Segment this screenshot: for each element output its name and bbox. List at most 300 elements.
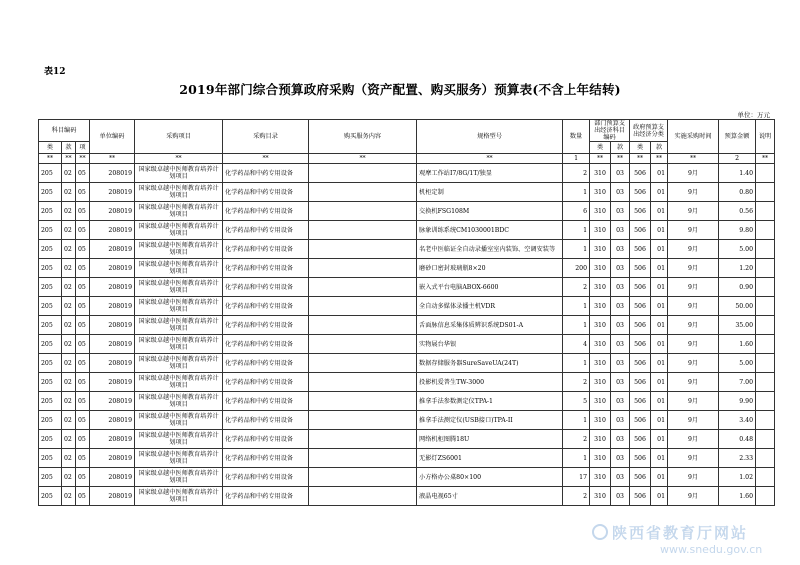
- cell-qty: 17: [563, 468, 590, 487]
- cell-d2: 03: [611, 392, 630, 411]
- cell-g2: 01: [651, 411, 668, 430]
- cell-spec: 数据存储服务器SureSaveUA(24T): [417, 354, 563, 373]
- cell-service: [309, 240, 417, 259]
- table-row: [39, 373, 775, 392]
- gov-lei-header: 类: [630, 142, 651, 154]
- cell-catalog: 化学药品和中药专用设备: [223, 259, 309, 278]
- cell-xiang: 05: [76, 411, 90, 430]
- cell-note: [756, 373, 775, 392]
- cell-note: [756, 259, 775, 278]
- cell-service: [309, 373, 417, 392]
- marker-row: [39, 154, 775, 164]
- cell-g2: 01: [651, 354, 668, 373]
- cell-qty: 1: [563, 354, 590, 373]
- cell-catalog: 化学药品和中药专用设备: [223, 487, 309, 506]
- cell-spec: 投影机爱普生TW-3000: [417, 373, 563, 392]
- cell-qty: 2: [563, 278, 590, 297]
- cell-xiang: 05: [76, 468, 90, 487]
- cell-g1: 506: [630, 297, 651, 316]
- budget-table: [38, 119, 775, 506]
- cell-g1: 506: [630, 278, 651, 297]
- marker-cell: **: [223, 154, 309, 164]
- cell-g2: 01: [651, 183, 668, 202]
- cell-kuan: 02: [62, 392, 76, 411]
- gov-econ-header: 政府预算支出经济分类: [630, 120, 668, 142]
- cell-d2: 03: [611, 373, 630, 392]
- cell-kuan: 02: [62, 183, 76, 202]
- cell-d1: 310: [590, 221, 611, 240]
- cell-amount: 35.00: [719, 316, 756, 335]
- cell-kuan: 02: [62, 221, 76, 240]
- cell-unit: 208019: [90, 411, 135, 430]
- cell-spec: 推拿手法参数测定仪TPA-1: [417, 392, 563, 411]
- cell-kuan: 02: [62, 316, 76, 335]
- cell-time: 9月: [668, 183, 719, 202]
- cell-lei: 205: [39, 259, 62, 278]
- cell-time: 9月: [668, 392, 719, 411]
- marker-cell: **: [309, 154, 417, 164]
- cell-qty: 4: [563, 335, 590, 354]
- cell-g1: 506: [630, 240, 651, 259]
- cell-catalog: 化学药品和中药专用设备: [223, 373, 309, 392]
- lei-header: 类: [39, 142, 62, 154]
- cell-xiang: 05: [76, 221, 90, 240]
- marker-cell: **: [76, 154, 90, 164]
- cell-service: [309, 202, 417, 221]
- cell-kuan: 02: [62, 468, 76, 487]
- cell-time: 9月: [668, 487, 719, 506]
- table-row: [39, 240, 775, 259]
- cell-qty: 2: [563, 373, 590, 392]
- cell-project: 国家级卓越中医师教育培养计划项目: [135, 430, 223, 449]
- cell-spec: 嵌入式平台电脑ABOX-6600: [417, 278, 563, 297]
- table-row: [39, 278, 775, 297]
- cell-g2: 01: [651, 316, 668, 335]
- cell-d1: 310: [590, 202, 611, 221]
- cell-kuan: 02: [62, 373, 76, 392]
- cell-time: 9月: [668, 297, 719, 316]
- cell-time: 9月: [668, 278, 719, 297]
- cell-d1: 310: [590, 392, 611, 411]
- cell-kuan: 02: [62, 354, 76, 373]
- cell-xiang: 05: [76, 430, 90, 449]
- cell-d1: 310: [590, 278, 611, 297]
- cell-xiang: 05: [76, 183, 90, 202]
- cell-g1: 506: [630, 183, 651, 202]
- cell-note: [756, 468, 775, 487]
- table-row: [39, 259, 775, 278]
- cell-lei: 205: [39, 411, 62, 430]
- cell-qty: 1: [563, 183, 590, 202]
- cell-catalog: 化学药品和中药专用设备: [223, 411, 309, 430]
- cell-unit: 208019: [90, 164, 135, 183]
- quantity-header: 数量: [563, 120, 590, 154]
- cell-g2: 01: [651, 297, 668, 316]
- cell-time: 9月: [668, 259, 719, 278]
- marker-cell: **: [668, 154, 719, 164]
- cell-service: [309, 354, 417, 373]
- catalog-header: 采购目录: [223, 120, 309, 154]
- cell-qty: 1: [563, 240, 590, 259]
- cell-note: [756, 354, 775, 373]
- cell-d2: 03: [611, 430, 630, 449]
- cell-d2: 03: [611, 411, 630, 430]
- cell-kuan: 02: [62, 278, 76, 297]
- cell-project: 国家级卓越中医师教育培养计划项目: [135, 164, 223, 183]
- service-header: 购买服务内容: [309, 120, 417, 154]
- cell-note: [756, 335, 775, 354]
- project-header: 采购项目: [135, 120, 223, 154]
- cell-d2: 03: [611, 335, 630, 354]
- cell-d2: 03: [611, 278, 630, 297]
- amount-header: 预算金额: [719, 120, 756, 154]
- cell-d2: 03: [611, 202, 630, 221]
- cell-kuan: 02: [62, 164, 76, 183]
- cell-time: 9月: [668, 240, 719, 259]
- cell-lei: 205: [39, 164, 62, 183]
- cell-note: [756, 316, 775, 335]
- watermark-site-name: 陕西省教育厅网站: [612, 524, 749, 542]
- dept-econ-header: 部门预算支出经济科目编码: [590, 120, 630, 142]
- cell-kuan: 02: [62, 411, 76, 430]
- cell-project: 国家级卓越中医师教育培养计划项目: [135, 278, 223, 297]
- cell-g1: 506: [630, 259, 651, 278]
- cell-project: 国家级卓越中医师教育培养计划项目: [135, 297, 223, 316]
- cell-spec: 推拿手法测定仪(USB接口)TPA-II: [417, 411, 563, 430]
- cell-lei: 205: [39, 202, 62, 221]
- cell-spec: 全自动多媒体录播主机VDR: [417, 297, 563, 316]
- kuan-header: 款: [62, 142, 76, 154]
- cell-g1: 506: [630, 164, 651, 183]
- cell-qty: 1: [563, 221, 590, 240]
- cell-catalog: 化学药品和中药专用设备: [223, 221, 309, 240]
- cell-g2: 01: [651, 373, 668, 392]
- cell-xiang: 05: [76, 449, 90, 468]
- cell-qty: 200: [563, 259, 590, 278]
- cell-amount: 1.60: [719, 335, 756, 354]
- marker-cell: 2: [719, 154, 756, 164]
- unit-label: 单位：万元: [737, 111, 770, 119]
- cell-catalog: 化学药品和中药专用设备: [223, 316, 309, 335]
- cell-note: [756, 411, 775, 430]
- cell-kuan: 02: [62, 297, 76, 316]
- cell-project: 国家级卓越中医师教育培养计划项目: [135, 373, 223, 392]
- cell-kuan: 02: [62, 259, 76, 278]
- cell-note: [756, 221, 775, 240]
- time-header: 实施采购时间: [668, 120, 719, 154]
- cell-g2: 01: [651, 392, 668, 411]
- cell-g2: 01: [651, 449, 668, 468]
- cell-project: 国家级卓越中医师教育培养计划项目: [135, 202, 223, 221]
- cell-unit: 208019: [90, 297, 135, 316]
- cell-lei: 205: [39, 316, 62, 335]
- cell-note: [756, 297, 775, 316]
- cell-amount: 0.56: [719, 202, 756, 221]
- cell-service: [309, 259, 417, 278]
- cell-time: 9月: [668, 449, 719, 468]
- cell-service: [309, 221, 417, 240]
- cell-service: [309, 335, 417, 354]
- cell-service: [309, 487, 417, 506]
- cell-unit: 208019: [90, 354, 135, 373]
- table-row: [39, 411, 775, 430]
- table-row: [39, 468, 775, 487]
- cell-d1: 310: [590, 487, 611, 506]
- cell-qty: 2: [563, 164, 590, 183]
- cell-g1: 506: [630, 392, 651, 411]
- cell-unit: 208019: [90, 278, 135, 297]
- cell-note: [756, 202, 775, 221]
- header-row-1: [39, 120, 775, 142]
- cell-amount: 9.90: [719, 392, 756, 411]
- cell-qty: 1: [563, 316, 590, 335]
- cell-note: [756, 183, 775, 202]
- unit-code-header: 单位编码: [90, 120, 135, 154]
- cell-kuan: 02: [62, 202, 76, 221]
- cell-service: [309, 183, 417, 202]
- cell-d2: 03: [611, 354, 630, 373]
- marker-cell: **: [39, 154, 62, 164]
- cell-qty: 1: [563, 411, 590, 430]
- gov-kuan-header: 款: [651, 142, 668, 154]
- cell-time: 9月: [668, 373, 719, 392]
- cell-kuan: 02: [62, 487, 76, 506]
- cell-lei: 205: [39, 468, 62, 487]
- cell-spec: 名老中医临证全自动录播室室内装饰、空调安装等: [417, 240, 563, 259]
- cell-service: [309, 278, 417, 297]
- cell-unit: 208019: [90, 202, 135, 221]
- cell-g2: 01: [651, 487, 668, 506]
- cell-kuan: 02: [62, 449, 76, 468]
- cell-g1: 506: [630, 430, 651, 449]
- cell-service: [309, 468, 417, 487]
- cell-project: 国家级卓越中医师教育培养计划项目: [135, 259, 223, 278]
- cell-xiang: 05: [76, 354, 90, 373]
- cell-lei: 205: [39, 335, 62, 354]
- cell-qty: 5: [563, 392, 590, 411]
- cell-spec: 脉象训练系统CM1030001BDC: [417, 221, 563, 240]
- cell-lei: 205: [39, 430, 62, 449]
- cell-project: 国家级卓越中医师教育培养计划项目: [135, 449, 223, 468]
- cell-project: 国家级卓越中医师教育培养计划项目: [135, 221, 223, 240]
- dept-kuan-header: 款: [611, 142, 630, 154]
- cell-service: [309, 297, 417, 316]
- cell-note: [756, 430, 775, 449]
- table-number: 表12: [44, 67, 66, 77]
- cell-lei: 205: [39, 373, 62, 392]
- cell-lei: 205: [39, 221, 62, 240]
- cell-unit: 208019: [90, 430, 135, 449]
- cell-catalog: 化学药品和中药专用设备: [223, 164, 309, 183]
- cell-amount: 0.90: [719, 278, 756, 297]
- cell-amount: 1.02: [719, 468, 756, 487]
- cell-project: 国家级卓越中医师教育培养计划项目: [135, 316, 223, 335]
- cell-catalog: 化学药品和中药专用设备: [223, 430, 309, 449]
- cell-lei: 205: [39, 297, 62, 316]
- marker-cell: **: [651, 154, 668, 164]
- marker-cell: **: [590, 154, 611, 164]
- cell-unit: 208019: [90, 259, 135, 278]
- cell-xiang: 05: [76, 373, 90, 392]
- cell-time: 9月: [668, 411, 719, 430]
- table-row: [39, 183, 775, 202]
- cell-project: 国家级卓越中医师教育培养计划项目: [135, 354, 223, 373]
- cell-unit: 208019: [90, 392, 135, 411]
- cell-g2: 01: [651, 278, 668, 297]
- cell-note: [756, 487, 775, 506]
- cell-note: [756, 392, 775, 411]
- cell-kuan: 02: [62, 430, 76, 449]
- cell-d2: 03: [611, 316, 630, 335]
- cell-d1: 310: [590, 316, 611, 335]
- cell-spec: 交换机FSG108M: [417, 202, 563, 221]
- cell-time: 9月: [668, 221, 719, 240]
- cell-spec: 实物展台华银: [417, 335, 563, 354]
- cell-lei: 205: [39, 449, 62, 468]
- cell-d2: 03: [611, 449, 630, 468]
- cell-spec: 舌面脉信息采集体质辨识系统DS01-A: [417, 316, 563, 335]
- cell-unit: 208019: [90, 335, 135, 354]
- cell-d2: 03: [611, 297, 630, 316]
- cell-d1: 310: [590, 164, 611, 183]
- cell-d2: 03: [611, 183, 630, 202]
- marker-cell: **: [417, 154, 563, 164]
- cell-spec: 无影灯ZS6001: [417, 449, 563, 468]
- cell-spec: 网络机柜图腾18U: [417, 430, 563, 449]
- cell-service: [309, 449, 417, 468]
- cell-catalog: 化学药品和中药专用设备: [223, 240, 309, 259]
- cell-amount: 1.60: [719, 487, 756, 506]
- cell-d1: 310: [590, 240, 611, 259]
- cell-g1: 506: [630, 354, 651, 373]
- cell-kuan: 02: [62, 240, 76, 259]
- cell-project: 国家级卓越中医师教育培养计划项目: [135, 392, 223, 411]
- cell-qty: 1: [563, 449, 590, 468]
- cell-amount: 1.20: [719, 259, 756, 278]
- cell-d1: 310: [590, 430, 611, 449]
- cell-unit: 208019: [90, 316, 135, 335]
- cell-g2: 01: [651, 164, 668, 183]
- subject-code-header: 科目编码: [39, 120, 90, 142]
- cell-g2: 01: [651, 240, 668, 259]
- cell-g2: 01: [651, 468, 668, 487]
- cell-service: [309, 392, 417, 411]
- page-title: 2019年部门综合预算政府采购（资产配置、购买服务）预算表(不含上年结转): [179, 82, 621, 97]
- cell-d1: 310: [590, 449, 611, 468]
- cell-unit: 208019: [90, 221, 135, 240]
- cell-amount: 0.80: [719, 183, 756, 202]
- cell-time: 9月: [668, 316, 719, 335]
- cell-qty: 2: [563, 487, 590, 506]
- cell-amount: 2.33: [719, 449, 756, 468]
- cell-d1: 310: [590, 354, 611, 373]
- cell-lei: 205: [39, 354, 62, 373]
- cell-catalog: 化学药品和中药专用设备: [223, 335, 309, 354]
- cell-unit: 208019: [90, 373, 135, 392]
- cell-amount: 5.00: [719, 354, 756, 373]
- cell-amount: 1.40: [719, 164, 756, 183]
- cell-catalog: 化学药品和中药专用设备: [223, 278, 309, 297]
- marker-cell: **: [611, 154, 630, 164]
- cell-g2: 01: [651, 430, 668, 449]
- cell-d1: 310: [590, 259, 611, 278]
- cell-xiang: 05: [76, 240, 90, 259]
- cell-xiang: 05: [76, 278, 90, 297]
- cell-g1: 506: [630, 449, 651, 468]
- marker-cell: **: [62, 154, 76, 164]
- table-row: [39, 449, 775, 468]
- table-row: [39, 430, 775, 449]
- cell-d1: 310: [590, 297, 611, 316]
- cell-d2: 03: [611, 240, 630, 259]
- xiang-header: 项: [76, 142, 90, 154]
- cell-g1: 506: [630, 487, 651, 506]
- cell-lei: 205: [39, 278, 62, 297]
- cell-qty: 6: [563, 202, 590, 221]
- cell-spec: 观摩工作站I7/8G/1T/独显: [417, 164, 563, 183]
- cell-catalog: 化学药品和中药专用设备: [223, 468, 309, 487]
- cell-d1: 310: [590, 468, 611, 487]
- cell-g1: 506: [630, 202, 651, 221]
- cell-time: 9月: [668, 354, 719, 373]
- table-row: [39, 316, 775, 335]
- cell-g1: 506: [630, 221, 651, 240]
- cell-d1: 310: [590, 335, 611, 354]
- cell-xiang: 05: [76, 487, 90, 506]
- watermark-logo-icon: [592, 524, 608, 540]
- cell-xiang: 05: [76, 335, 90, 354]
- cell-d1: 310: [590, 183, 611, 202]
- cell-xiang: 05: [76, 259, 90, 278]
- cell-amount: 50.00: [719, 297, 756, 316]
- cell-time: 9月: [668, 430, 719, 449]
- cell-unit: 208019: [90, 468, 135, 487]
- cell-xiang: 05: [76, 392, 90, 411]
- cell-service: [309, 164, 417, 183]
- cell-g2: 01: [651, 335, 668, 354]
- cell-d2: 03: [611, 468, 630, 487]
- cell-d2: 03: [611, 487, 630, 506]
- cell-g2: 01: [651, 259, 668, 278]
- marker-cell: 1: [563, 154, 590, 164]
- cell-g1: 506: [630, 373, 651, 392]
- cell-amount: 0.48: [719, 430, 756, 449]
- marker-cell: **: [630, 154, 651, 164]
- cell-project: 国家级卓越中医师教育培养计划项目: [135, 468, 223, 487]
- cell-unit: 208019: [90, 240, 135, 259]
- cell-qty: 1: [563, 297, 590, 316]
- cell-lei: 205: [39, 392, 62, 411]
- cell-amount: 9.80: [719, 221, 756, 240]
- cell-g1: 506: [630, 335, 651, 354]
- cell-xiang: 05: [76, 316, 90, 335]
- table-row: [39, 354, 775, 373]
- cell-qty: 2: [563, 430, 590, 449]
- marker-cell: **: [135, 154, 223, 164]
- cell-project: 国家级卓越中医师教育培养计划项目: [135, 240, 223, 259]
- cell-unit: 208019: [90, 449, 135, 468]
- table-row: [39, 297, 775, 316]
- cell-project: 国家级卓越中医师教育培养计划项目: [135, 487, 223, 506]
- note-header: 说明: [756, 120, 775, 154]
- cell-time: 9月: [668, 202, 719, 221]
- cell-lei: 205: [39, 183, 62, 202]
- cell-catalog: 化学药品和中药专用设备: [223, 183, 309, 202]
- cell-project: 国家级卓越中医师教育培养计划项目: [135, 411, 223, 430]
- cell-amount: 7.00: [719, 373, 756, 392]
- cell-catalog: 化学药品和中药专用设备: [223, 354, 309, 373]
- cell-note: [756, 164, 775, 183]
